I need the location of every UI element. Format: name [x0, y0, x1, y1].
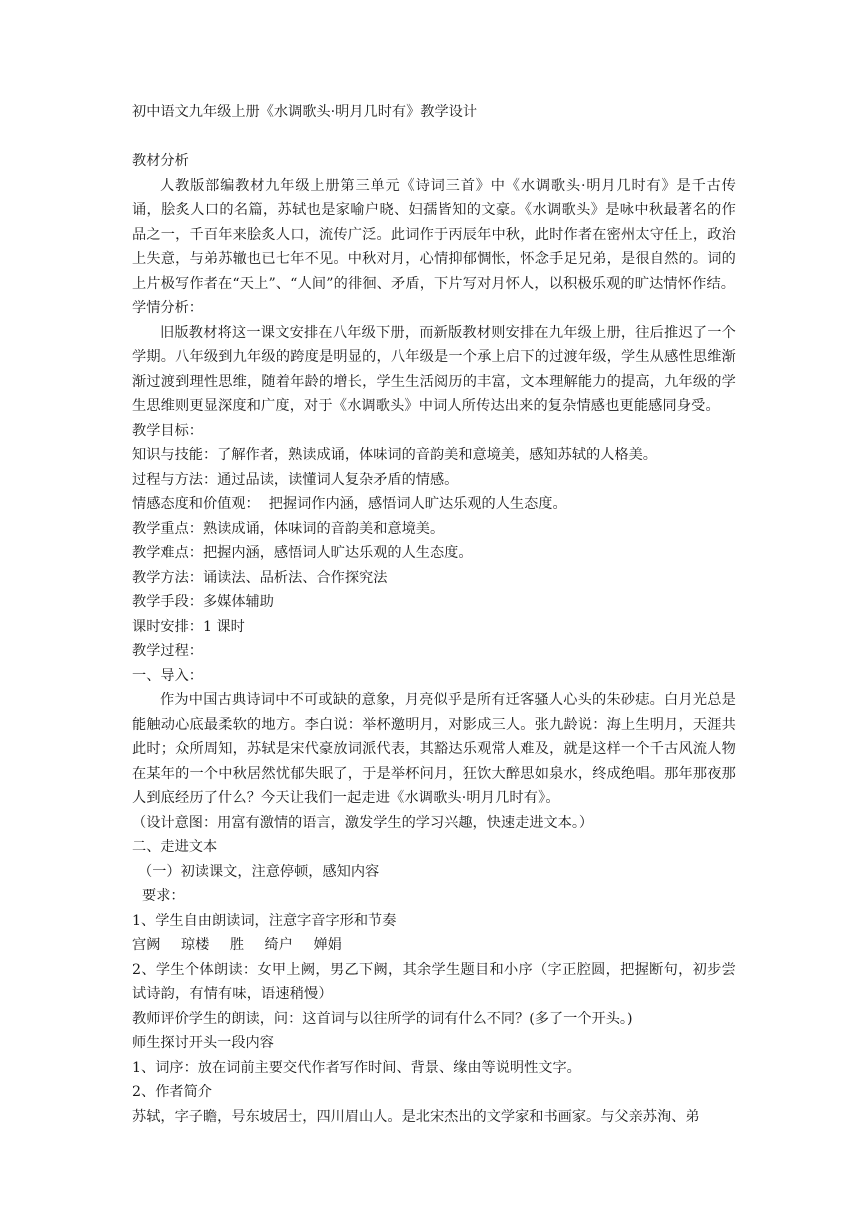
requirements-label: 要求：	[142, 888, 185, 904]
requirement-item-2: 2、学生个体朗读：女甲上阙，男乙下阙，其余学生题目和小序（字正腔圆，把握断句，初步尝试诗韵，有情有味，语速稍慢）	[132, 961, 736, 1002]
section2-heading: 二、走进文本	[132, 839, 218, 855]
material-heading: 教材分析	[132, 153, 189, 169]
blank-line	[132, 125, 736, 150]
vocab-word: 琼楼	[180, 937, 210, 953]
author-text: 苏轼，字子瞻，号东坡居士，四川眉山人。是北宋杰出的文学家和书画家。与父亲苏洵、弟	[132, 1108, 700, 1125]
students-paragraph: 旧版教材将这一课文安排在八年级下册，而新版教材则安排在九年级上册，往后推迟了一个学期。八年级到九年级的跨度是明显的，八年级是一个承上启下的过渡年级，学生从感性思维渐渐过渡到理性思维，随着年龄的增长，学生生活阅历的丰富，文本理解能力的提高，九年级的学生思维则更显深度和广度，对于《水调歌头》中词人所传达出来的复杂情感也更能感同身受。	[132, 324, 736, 414]
goal-emotion: 情感态度和价值观： 把握词作内涵，感悟词人旷达乐观的人生态度。	[132, 496, 567, 512]
students-heading: 学情分析：	[132, 300, 203, 316]
document-title: 初中语文九年级上册《水调歌头·明月几时有》教学设计	[132, 104, 478, 120]
goal-knowledge: 知识与技能：了解作者，熟读成诵，体味词的音韵美和意境美，感知苏轼的人格美。	[132, 447, 657, 463]
vocab-word: 宫阙	[132, 937, 161, 953]
intro-note: （设计意图：用富有激情的语言，激发学生的学习兴趣，快速走进文本。）	[132, 814, 594, 831]
vocabulary-list	[132, 933, 736, 958]
vocab-word: 婵娟	[313, 937, 342, 953]
document-page	[132, 100, 736, 1129]
material-paragraph: 人教版部编教材九年级上册第三单元《诗词三首》中《水调歌头·明月几时有》是千古传诵，脍炙人口的名篇，苏轼也是家喻户晓、妇孺皆知的文豪。《水调歌头》是咏中秋最著名的作品之一，千百年来脍炙人口，流传广泛。此词作于丙辰年中秋，此时作者在密州太守任上，政治上失意，与弟苏辙也已七年不见。中秋对月，心情抑郁惆怅，怀念手足兄弟，是很自然的。词的上片极写作者在“天上”、“人间”的徘徊、矛盾，下片写对月怀人，以积极乐观的旷达情怀作结。	[132, 177, 736, 292]
goal-process: 过程与方法：通过品读，读懂词人复杂矛盾的情感。	[132, 471, 459, 488]
difficulty: 教学难点：把握内涵，感悟词人旷达乐观的人生态度。	[132, 545, 473, 561]
teacher-evaluation: 教师评价学生的朗读，问：这首词与以往所学的词有什么不同？(多了一个开头。)	[132, 1010, 633, 1027]
schedule: 课时安排：1 课时	[132, 618, 245, 635]
vocab-word: 绮户	[264, 937, 293, 953]
process-heading: 教学过程：	[132, 643, 203, 659]
key-point: 教学重点：熟读成诵，体味词的音韵美和意境美。	[132, 520, 445, 537]
author-heading: 2、作者简介	[132, 1084, 212, 1100]
discussion-label: 师生探讨开头一段内容	[132, 1035, 274, 1051]
preface-note: 1、词序：放在词前主要交代作者写作时间、背景、缘由等说明性文字。	[132, 1059, 581, 1076]
intro-paragraph: 作为中国古典诗词中不可或缺的意象，月亮似乎是所有迁客骚人心头的朱砂痣。白月光总是能触动心底最柔软的地方。李白说：举杯邀明月，对影成三人。张九龄说：海上生明月，天涯共此时；众所周知，苏轼是宋代豪放词派代表，其豁达乐观常人难及，就是这样一个千古风流人物在某年的一个中秋居然忧郁失眠了，于是举杯问月，狂饮大醉思如泉水，终成绝唱。那年那夜那人到底经历了什么？今天让我们一起走进《水调歌头·明月几时有》。	[132, 692, 736, 806]
teaching-methods: 教学方法：诵读法、品析法、合作探究法	[132, 569, 388, 586]
vocab-word: 胜	[229, 937, 245, 953]
goals-heading: 教学目标：	[132, 422, 203, 439]
requirement-item-1: 1、学生自由朗读词，注意字音字形和节奏	[132, 912, 397, 929]
section2-sub1: （一）初读课文，注意停顿，感知内容	[138, 863, 380, 880]
intro-heading: 一、导入：	[132, 667, 203, 684]
teaching-means: 教学手段：多媒体辅助	[132, 594, 274, 610]
